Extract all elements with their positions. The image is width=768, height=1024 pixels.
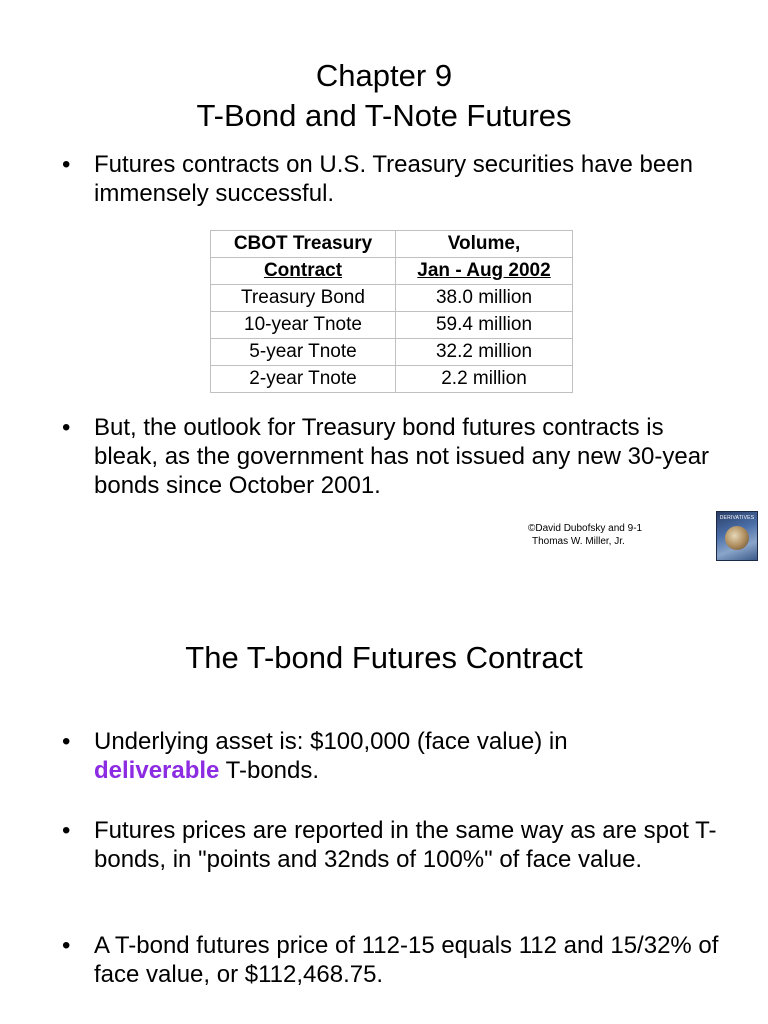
bullet-glyph: •: [62, 728, 71, 755]
highlight-deliverable: deliverable: [94, 757, 220, 784]
volume-cell: 2.2 million: [396, 366, 573, 393]
book-cover-thumbnail: [716, 511, 758, 561]
volume-cell: 59.4 million: [396, 312, 573, 339]
copyright-footer: [528, 522, 642, 548]
table-row: [211, 285, 573, 312]
header-contract-line1: CBOT Treasury: [211, 231, 396, 258]
title-line-2: T-Bond and T-Note Futures: [196, 98, 572, 133]
copyright-line-2: Thomas W. Miller, Jr.: [532, 536, 625, 547]
bullet-underlying-asset: [62, 727, 722, 785]
table-row: [211, 366, 573, 393]
table-row: [211, 339, 573, 366]
book-cover-title: DERIVATIVES: [719, 515, 755, 521]
contract-cell: 5-year Tnote: [211, 339, 396, 366]
treasury-volume-table: [210, 230, 573, 393]
volume-cell: 38.0 million: [396, 285, 573, 312]
bullet-glyph: •: [62, 151, 71, 178]
contract-cell: 10-year Tnote: [211, 312, 396, 339]
slide-title: [0, 56, 768, 136]
slide-9-2: [0, 590, 768, 1024]
bullet-text: Futures prices are reported in the same way as are spot T-bonds, in "points and 32nds of 100%" of face value.: [94, 817, 717, 873]
bullet-text-post: T-bonds.: [219, 757, 320, 784]
header-contract-line2: Contract: [211, 258, 396, 285]
volume-cell: 32.2 million: [396, 339, 573, 366]
contract-cell: Treasury Bond: [211, 285, 396, 312]
copyright-line-1: ©David Dubofsky and 9-1: [528, 523, 643, 534]
bullet-price-example: [62, 931, 722, 989]
bullet-text: But, the outlook for Treasury bond futures contracts is bleak, as the government has not issued any new 30-year bonds since October 2001.: [94, 414, 710, 499]
title-line-1: Chapter 9: [315, 58, 453, 93]
bullet-outlook-bleak: [62, 413, 722, 500]
header-volume-line2: Jan - Aug 2002: [396, 258, 573, 285]
bullet-glyph: •: [62, 414, 71, 441]
bullet-futures-success: [62, 150, 722, 208]
bullet-text: Futures contracts on U.S. Treasury securities have been immensely successful.: [94, 151, 693, 207]
table-header-row: [211, 231, 573, 258]
bullet-text: A T-bond futures price of 112-15 equals 112 and 15/32% of face value, or $112,468.75.: [94, 932, 719, 988]
book-cover-art: [725, 526, 749, 550]
contract-cell: 2-year Tnote: [211, 366, 396, 393]
table-header-row: [211, 258, 573, 285]
table-row: [211, 312, 573, 339]
header-volume-line1: Volume,: [396, 231, 573, 258]
bullet-price-reporting: [62, 816, 722, 874]
slide-title: The T-bond Futures Contract: [185, 640, 583, 675]
bullet-glyph: •: [62, 817, 71, 844]
bullet-text-pre: Underlying asset is: $100,000 (face value) in: [94, 728, 568, 755]
bullet-glyph: •: [62, 932, 71, 959]
